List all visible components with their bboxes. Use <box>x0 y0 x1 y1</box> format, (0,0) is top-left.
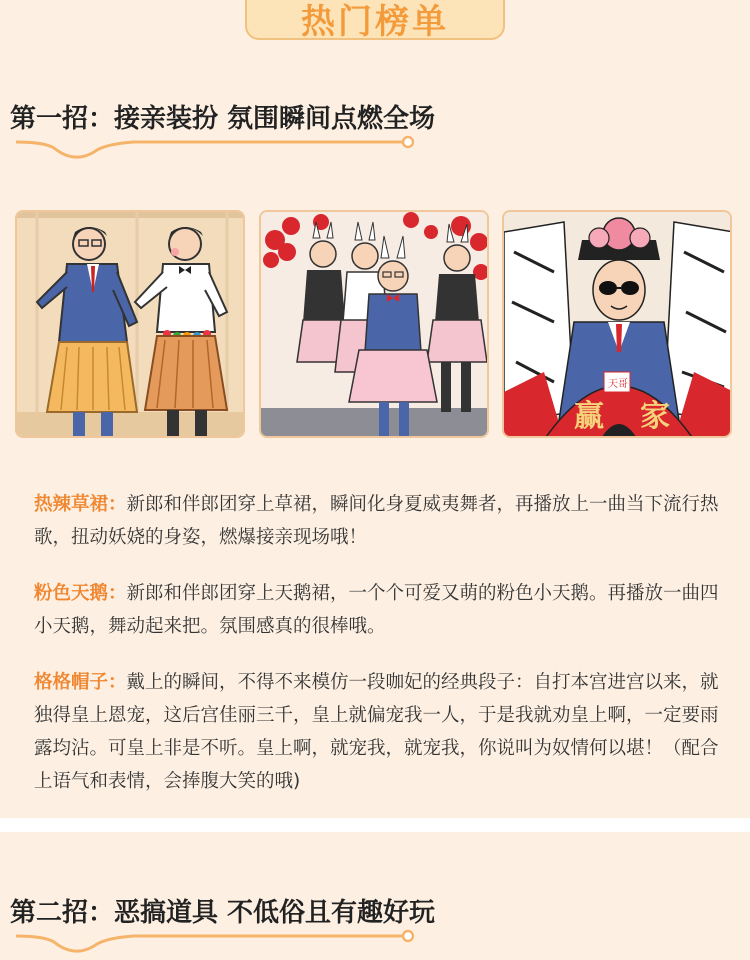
pink-swan-image <box>259 210 489 438</box>
item-keyword: 格格帽子： <box>34 672 127 693</box>
item-text: 新郎和伴郎团穿上天鹅裙，一个个可爱又萌的粉色小天鹅。再播放一曲四小天鹅，舞动起来把。氛围感真的很棒哦。 <box>34 583 719 637</box>
section-divider <box>0 818 750 832</box>
title-underline-decoration <box>14 130 414 170</box>
banner-title: 热门榜单 <box>301 1 449 42</box>
section-one-title: 第一招：接亲装扮 氛围瞬间点燃全场 <box>10 104 436 134</box>
section-two <box>0 832 750 960</box>
hula-skirt-image <box>15 210 245 438</box>
item-pink-swan <box>34 577 724 643</box>
item-text: 戴上的瞬间，不得不来模仿一段咖妃的经典段子：自打本宫进宫以来，就独得皇上恩宠，这后宫佳丽三千，皇上就偏宠我一人，于是我就劝皇上啊，一定要雨露均沾。可皇上非是不听。皇上啊，就宠我，就宠我，你说叫为奴情何以堪！（配合上语气和表情，会捧腹大笑的哦) <box>34 672 719 792</box>
item-keyword: 热辣草裙： <box>34 494 127 515</box>
gege-hat-image <box>502 210 732 438</box>
fan-text-left: 赢 <box>574 399 604 434</box>
section-two-title: 第二招：恶搞道具 不低俗且有趣好玩 <box>10 898 436 928</box>
hot-list-banner <box>245 0 505 40</box>
item-gege-hat <box>34 666 724 798</box>
fan-stamp: 天哥 <box>608 379 628 390</box>
item-hula-skirt <box>34 488 724 554</box>
fan-text-right: 家 <box>640 399 670 434</box>
title-underline-decoration <box>14 924 414 960</box>
item-text: 新郎和伴郎团穿上草裙，瞬间化身夏威夷舞者，再播放上一曲当下流行热歌，扭动妖娆的身姿，燃爆接亲现场哦！ <box>34 494 719 548</box>
item-keyword: 粉色天鹅： <box>34 583 127 604</box>
